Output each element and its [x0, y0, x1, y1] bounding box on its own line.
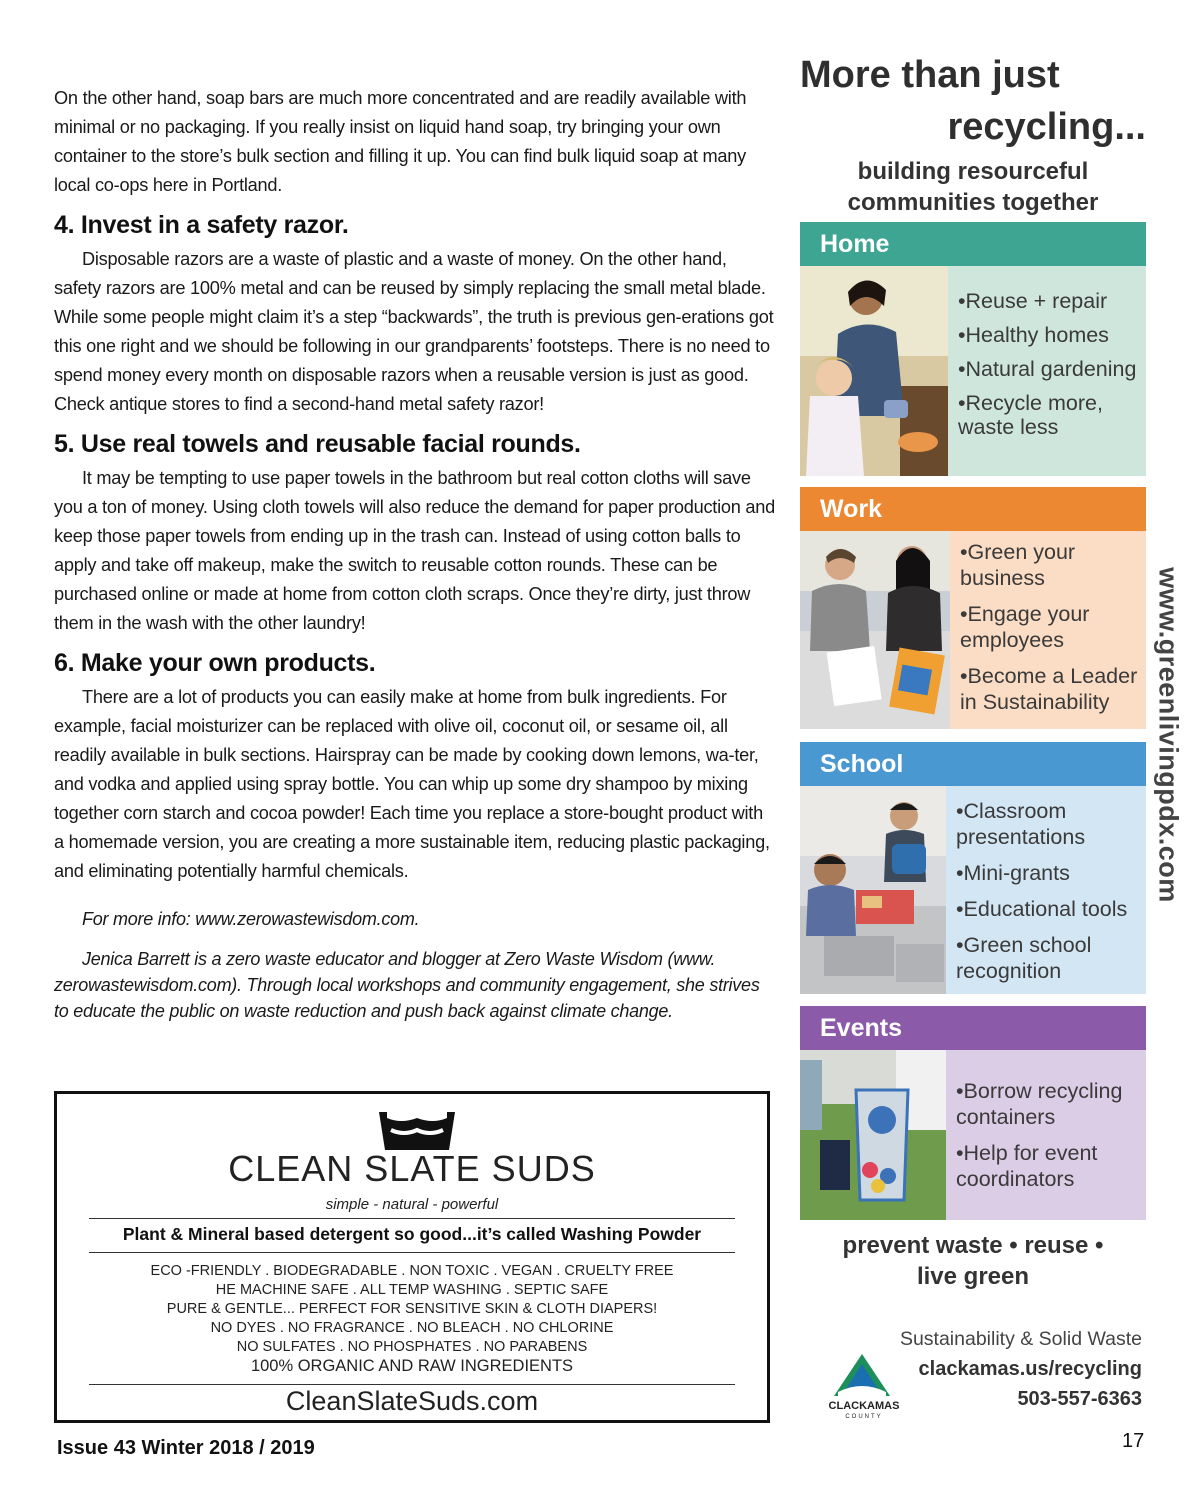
home-block — [800, 222, 1146, 476]
list-item: coordinators — [956, 1167, 1075, 1191]
list-item: recognition — [956, 959, 1062, 983]
list-item: •Reuse + repair — [958, 289, 1108, 313]
section-body: It may be tempting to use paper towels in the bathroom but real cotton cloths will save you a ton of money. Using cloth towels will also reduce the demand for paper production and keep those paper towels from ending up in the trash can. Instead of using cotton balls to apply and take off makeup, make the switch to reusable cotton rounds. These can be purchased online or made at home from cotton cloth scraps. Once they’re dirty, just throw them in the wash with the other laundry! — [54, 468, 776, 633]
list-item: •Become a Leader — [960, 664, 1138, 688]
side-subtitle-line2: communities together — [847, 189, 1099, 216]
logo-text-main: CLACKAMAS — [828, 1400, 900, 1412]
events-bar-label: Events — [800, 1006, 1146, 1050]
event-bins-photo-image — [800, 1050, 946, 1220]
ad-divider — [89, 1384, 735, 1385]
list-item: in Sustainability — [960, 690, 1110, 714]
list-item: •Borrow recycling — [956, 1079, 1123, 1103]
section-body: There are a lot of products you can easily make at home from bulk ingredients. For example, facial moisturizer can be replaced with olive oil, coconut oil, or sesame oil, all readily available in bulk sections. Hairspray can be made by cooking down lemons, wa-ter, and vodka and applied using spray bottle. You can whip up some dry shampoo by mixing together corn starch and cocoa powder! Each time you replace a store-bought product with a homemade version, you are creating a more sustainable item, reducing plastic packaging, and eliminating potentially harmful chemicals. — [54, 687, 770, 881]
ad-brand: CLEAN SLATE SUDS — [228, 1148, 596, 1189]
section-heading: 4. Invest in a safety razor. — [54, 211, 349, 239]
side-subtitle — [800, 156, 1146, 218]
list-item: •Help for event — [956, 1141, 1098, 1165]
section-safety-razor — [54, 208, 776, 419]
side-title-line2: recycling... — [947, 106, 1146, 148]
section-real-towels — [54, 427, 776, 638]
list-item: containers — [956, 1105, 1056, 1129]
section-heading: 6. Make your own products. — [54, 649, 376, 677]
vertical-site-url: www.greenlivingpdx.com — [1153, 567, 1184, 903]
list-item: •Green school — [956, 933, 1092, 957]
clackamas-county-logo — [812, 1350, 916, 1420]
section-body: Disposable razors are a waste of plastic and a waste of money. On the other hand, safety razors are 100% metal and can be reused by simply replacing the small metal blade. While some people might claim it’s a step “backwards”, the truth is previous gen-erations got this one right and we should be following in our grandparents’ footsteps. There is no need to spend money every month on disposable razors when a reusable version is just as good. Check antique stores to find a second-hand metal safety razor! — [54, 249, 774, 414]
side-slogan — [800, 1230, 1146, 1292]
classroom-photo-image — [800, 786, 946, 994]
department-phone: 503-557-6363 — [1017, 1388, 1142, 1410]
slogan-line1: prevent waste • reuse • — [842, 1232, 1104, 1259]
slogan-line2: live green — [916, 1263, 1030, 1290]
list-item: •Green your — [960, 540, 1076, 564]
home-bar-label: Home — [800, 222, 1146, 266]
list-item: •Healthy homes — [958, 323, 1109, 347]
ad-feature: NO DYES . NO FRAGRANCE . NO BLEACH . NO CHLORINE — [210, 1320, 614, 1336]
ad-feature: HE MACHINE SAFE . ALL TEMP WASHING . SEPTIC SAFE — [215, 1282, 609, 1298]
family-photo-image — [800, 266, 948, 476]
work-block — [800, 487, 1146, 729]
section-own-products — [54, 646, 776, 886]
list-item: waste less — [958, 415, 1059, 439]
school-photo — [800, 786, 946, 994]
ad-divider — [89, 1218, 735, 1219]
issue-label: Issue 43 Winter 2018 / 2019 — [57, 1437, 315, 1459]
more-info-line: For more info: www.zerowastewisdom.com. — [82, 909, 420, 929]
department-name: Sustainability & Solid Waste — [899, 1328, 1142, 1350]
home-photo — [800, 266, 948, 476]
ad-headline: Plant & Mineral based detergent so good...it’s called Washing Powder — [122, 1224, 702, 1244]
events-photo — [800, 1050, 946, 1220]
list-item: •Mini-grants — [956, 861, 1070, 885]
article — [54, 84, 776, 1024]
side-title-line1: More than just — [800, 54, 1060, 96]
school-block — [800, 742, 1146, 994]
list-item: •Educational tools — [956, 897, 1128, 921]
list-item: employees — [960, 628, 1064, 652]
list-item: •Natural gardening — [958, 357, 1137, 381]
list-item: •Engage your — [960, 602, 1090, 626]
clean-slate-suds-ad — [54, 1091, 770, 1423]
wash-tub-icon — [377, 1106, 457, 1152]
intro-paragraph: On the other hand, soap bars are much more concentrated and are readily available with minimal or no packaging. If you really insist on liquid hand soap, try bringing your own container to the store’s bulk section and filling it up. You can find bulk liquid soap at many local co-ops here in Portland. — [54, 88, 747, 195]
list-item: presentations — [956, 825, 1086, 849]
author-bio: Jenica Barrett is a zero waste educator and blogger at Zero Waste Wisdom (www. zerowastewisdom.com). Through local workshops and community engagement, she strives to educate the public on waste reduction and push back against climate change. — [54, 949, 760, 1021]
list-item: •Classroom — [956, 799, 1067, 823]
side-subtitle-line1: building resourceful — [857, 158, 1089, 185]
work-photo — [800, 531, 950, 729]
ad-tagline: simple - natural - powerful — [325, 1196, 499, 1213]
page-number: 17 — [1122, 1430, 1145, 1452]
ad-feature: 100% ORGANIC AND RAW INGREDIENTS — [250, 1357, 574, 1375]
events-block — [800, 1006, 1146, 1220]
ad-url: CleanSlateSuds.com — [285, 1386, 539, 1416]
section-heading: 5. Use real towels and reusable facial rounds. — [54, 430, 581, 458]
logo-text-sub: COUNTY — [845, 1414, 883, 1420]
work-bar-label: Work — [800, 487, 1146, 531]
list-item: •Recycle more, — [958, 391, 1103, 415]
ad-feature: ECO -FRIENDLY . BIODEGRADABLE . NON TOXIC . VEGAN . CRUELTY FREE — [150, 1263, 674, 1279]
school-bar-label: School — [800, 742, 1146, 786]
department-website: clackamas.us/recycling — [918, 1358, 1142, 1380]
ad-feature: NO SULFATES . NO PHOSPHATES . NO PARABENS — [236, 1339, 588, 1355]
office-photo-image — [800, 531, 950, 729]
ad-divider — [89, 1252, 735, 1253]
list-item: business — [960, 566, 1045, 590]
ad-feature: PURE & GENTLE... PERFECT FOR SENSITIVE SKIN & CLOTH DIAPERS! — [166, 1301, 658, 1317]
